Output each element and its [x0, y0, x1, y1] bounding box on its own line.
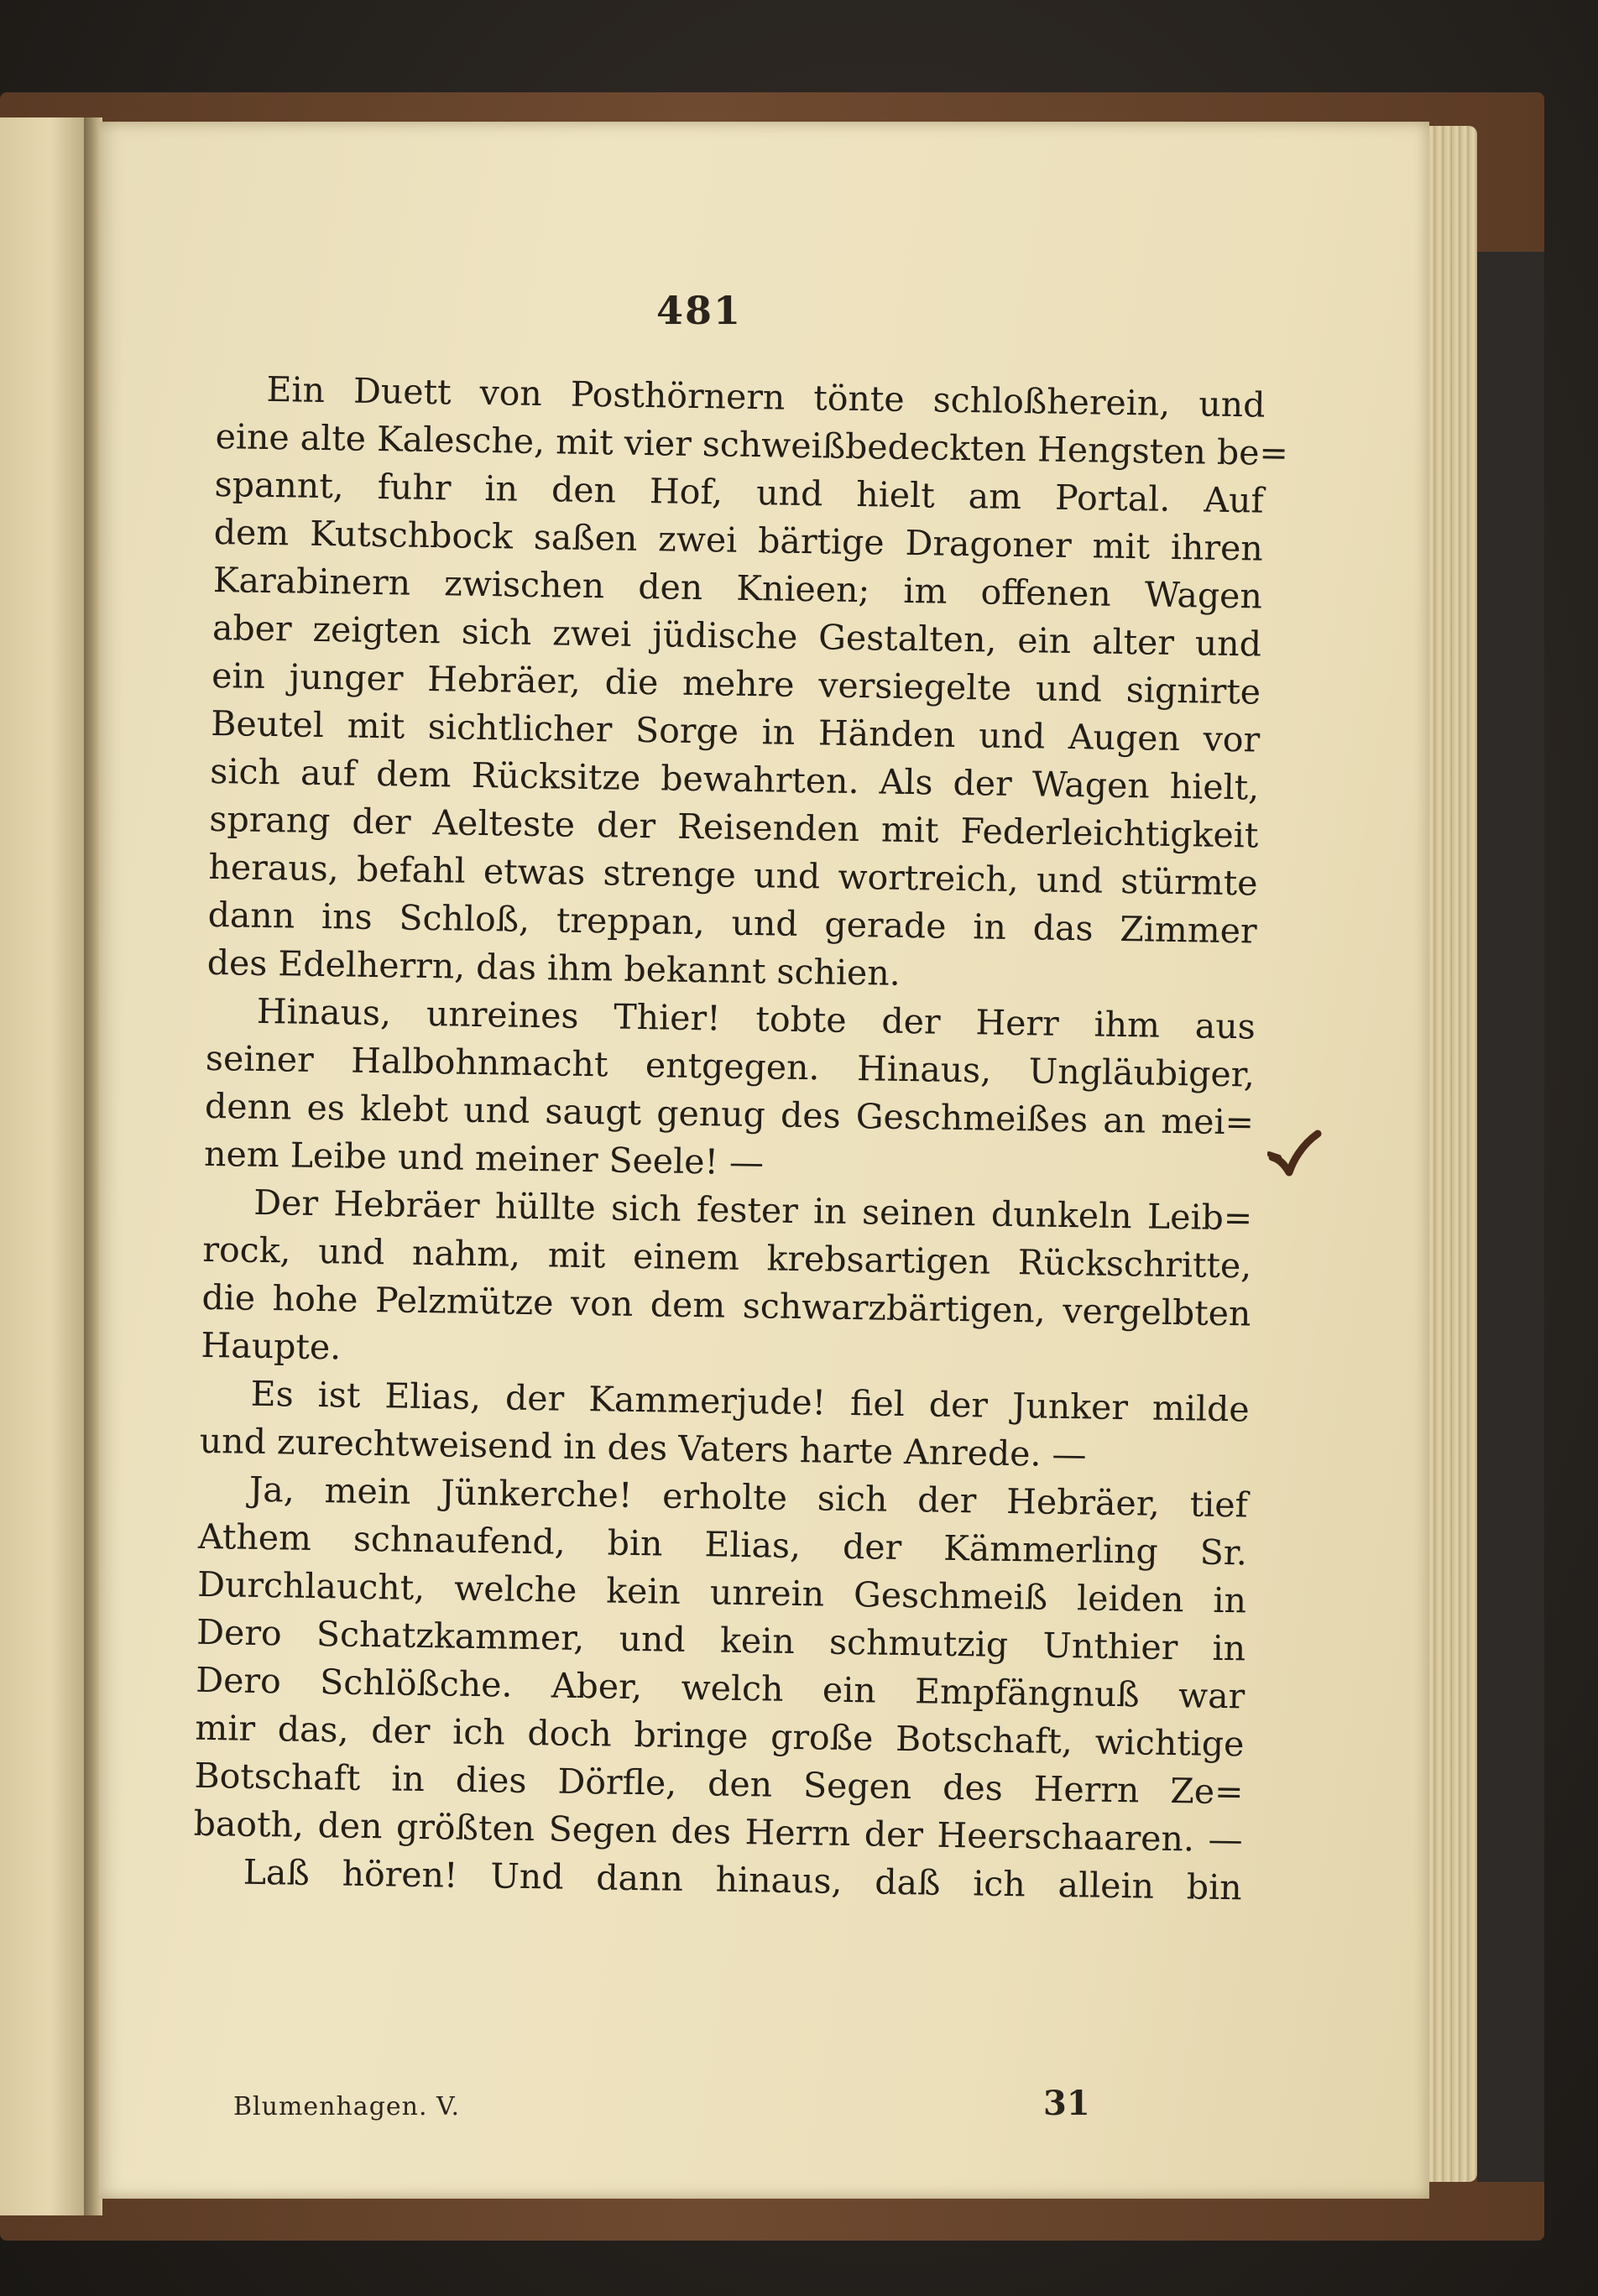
text-line: Hinaus, unreines Thier! tobte der Herr ihm aus: [256, 990, 1256, 1047]
text-line: Botschaft in dies Dörfle, den Segen des Herrn Ze=: [194, 1755, 1244, 1813]
text-line: ein junger Hebräer, die mehre versiegelte und signirte: [211, 655, 1261, 712]
text-line: die hohe Pelzmütze von dem schwarzbärtigen, vergelbten: [201, 1276, 1251, 1334]
text-line: Dero Schatzkammer, und kein schmutzig Unthier in: [196, 1611, 1246, 1669]
text-line: und zurechtweisend in des Vaters harte Anrede. —: [199, 1420, 1087, 1475]
text-line: Haupte.: [201, 1324, 342, 1368]
text-line: mir das, der ich doch bringe große Botschaft, wichtige: [195, 1707, 1245, 1765]
text-line: Dero Schlößche. Aber, welch ein Empfängnuß war: [196, 1659, 1246, 1717]
signature-mark: Blumenhagen. V.: [233, 2092, 460, 2121]
book-spine: [1477, 252, 1544, 2182]
text-line: Durchlaucht, welche kein unrein Geschmeiß leiden in: [196, 1563, 1247, 1621]
text-line: Athem schnaufend, bin Elias, der Kämmerling Sr.: [197, 1516, 1248, 1573]
text-line: eine alte Kalesche, mit vier schweißbedeckten Hengsten be=: [215, 415, 1289, 474]
facing-page-edge: [0, 117, 84, 2215]
text-line: des Edelherrn, das ihm bekannt schien.: [206, 942, 901, 994]
ink-checkmark: [1267, 1129, 1334, 1196]
text-line: dann ins Schloß, treppan, und gerade in das Zimmer: [207, 894, 1257, 952]
text-line: baoth, den größten Segen des Herrn der Heerschaaren. —: [193, 1803, 1243, 1860]
text-line: aber zeigten sich zwei jüdische Gestalten, ein alter und: [212, 607, 1262, 665]
text-line: Beutel mit sichtlicher Sorge in Händen und Augen vor: [210, 702, 1261, 760]
text-line: Es ist Elias, der Kammerjude! fiel der Junker milde: [250, 1373, 1250, 1430]
text-line: Karabinern zwischen den Knieen; im offenen Wagen: [212, 559, 1263, 617]
text-line: heraus, befahl etwas strenge und wortreich, und stürmte: [208, 846, 1258, 904]
text-line: spannt, fuhr in den Hof, und hielt am Portal. Auf: [214, 463, 1264, 521]
text-line: sprang der Aelteste der Reisenden mit Federleichtigkeit: [209, 798, 1259, 856]
text-line: Ja, mein Jünkerche! erholte sich der Hebräer, tief: [248, 1469, 1249, 1526]
text-line: Der Hebräer hüllte sich fester in seinen dunkeln Leib=: [253, 1182, 1253, 1239]
text-line: dem Kutschbock saßen zwei bärtige Dragoner mit ihren: [213, 511, 1264, 569]
signature-number: 31: [1043, 2084, 1090, 2123]
text-line: rock, und nahm, mit einem krebsartigen Rückschritte,: [202, 1229, 1252, 1286]
text-line: Laß hören! Und dann hinaus, daß ich allein bin: [243, 1851, 1243, 1908]
text-line: nem Leibe und meiner Seele! —: [203, 1133, 765, 1183]
page-number: 481: [655, 288, 743, 333]
text-line: seiner Halbohnmacht entgegen. Hinaus, Ungläubiger,: [205, 1037, 1256, 1095]
text-line: Ein Duett von Posthörnern tönte schloßherein, und: [266, 368, 1266, 425]
text-line: sich auf dem Rücksitze bewahrten. Als der Wagen hielt,: [210, 750, 1260, 808]
book-page: [99, 122, 1429, 2199]
body-text: [192, 365, 1289, 1912]
text-line: denn es klebt und saugt genug des Geschmeißes an mei=: [204, 1085, 1255, 1143]
